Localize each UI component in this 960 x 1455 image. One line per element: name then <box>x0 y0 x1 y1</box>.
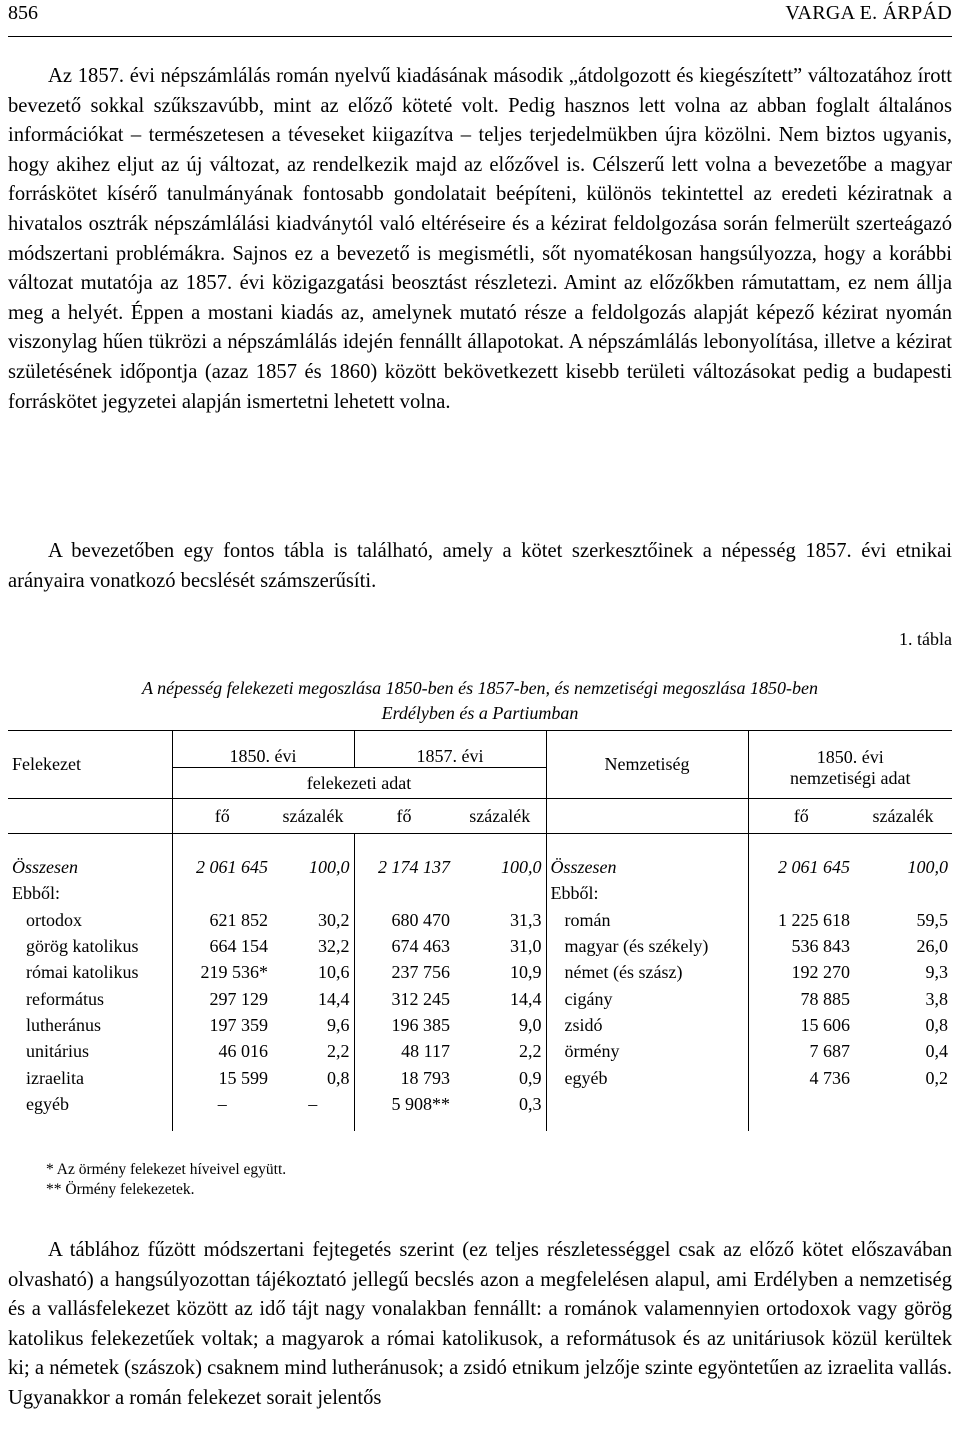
table-row: római katolikus 219 536* 10,6 237 756 10,9 német (és szász) 192 270 9,3 <box>8 959 952 985</box>
cell-total-np: 100,0 <box>907 857 948 878</box>
col-szazalek: százalék <box>454 799 546 834</box>
body-paragraph-2: A bevezetőben egy fontos tábla is található, amely a kötet szerkesztőinek a népesség 1857. évi etnikai arányaira vonatkozó becslését számszerűsíti. <box>8 540 952 592</box>
running-header <box>8 2 952 28</box>
table-row: ortodox 621 852 30,2 680 470 31,3 román 1 225 618 59,5 <box>8 907 952 933</box>
col-fo: fő <box>172 799 272 834</box>
footnote-1: * Az örmény felekezet híveivel együtt. <box>46 1161 287 1178</box>
cell-total-f1850: 2 061 645 <box>196 857 268 878</box>
table-row-ebbol <box>8 880 952 906</box>
table-row-total <box>8 854 952 880</box>
running-author: VARGA E. ÁRPÁD <box>785 2 952 24</box>
body-paragraph-3: A táblához fűzött módszertani fejtegetés szerint (ez teljes részletességgel csak az előző kötet előszavában olvasható) a hangsúlyozottan tájékoztató jellegű becslés azon a megfelelésen alapul, ami Erdélyben a nemzetiség és a vallásfelekezet között az idő tájt nagy vonalakban fennállt: a románok valamennyien ortodoxok vagy görög katolikus felekezetűek voltak; a magyarok a római katolikusok, a reformátusok és az unitáriusok közül kerültek ki; a németek (szászok) csaknem mind lutheránusok; a zsidó etnikum jelzője szinte egyöntetűen az izraelita vallás. Ugyanakkor a román felekezet sorait jelentős <box>8 1239 952 1409</box>
cell-total-p1857: 100,0 <box>501 857 542 878</box>
table-caption-line-2: Erdélyben és a Partiumban <box>381 703 579 723</box>
col-felekezet: Felekezet <box>8 731 172 799</box>
table-caption <box>60 676 900 726</box>
table-row: református 297 129 14,4 312 245 14,4 cigány 78 885 3,8 <box>8 985 952 1011</box>
col-nemzetisegi-adat: nemzetiségi adat <box>748 768 952 799</box>
col-n1850: 1850. évi <box>748 731 952 768</box>
body-paragraph-1: Az 1857. évi népszámlálás román nyelvű kiadásának második „átdolgozott és kiegészített” változatához írott bevezető sokkal szűkszavúbb, mint az előző köteté volt. Pedig hasznos lett volna az abban foglalt általános információkat – természetesen a téveseket kiigazítva – teljes terjedelmükben újra közölni. Nem biztos ugyanis, hogy akihez eljut az új változat, az rendelkezik majd az előzővel is. Célszerű lett volna a bevezetőbe a magyar forráskötet kísérő tanulmányának fontosabb gondolatait beépíteni, különös tekintettel az eredeti kéziratnak a hivatalos osztrák népszámlálási kiadványtól való eltéréseire és a kézirat feldolgozása során felmerült szerteágazó módszertani problémákra. Sajnos ez a bevezető is megismétli, sőt nyomatékosan hangsúlyozza, hogy a korábbi változat mutatója az 1857. évi közigazgatási beosztást részletezi. Amint az előzőkben rámutattam, ez nem állja meg a helyét. Éppen a mostani kiadás az, amelynek mutató része a feldolgozás alapját képező kézirat nyomán viszonylag hűen tükrözi a népszámlálás idején fennállt állapotokat. A népszámlálás lebonyolítása, illetve a kézirat születésének időpontja (azaz 1857 és 1860) között bekövetkezett kisebb területi változásokat pedig a budapesti forráskötet jegyzetei alapján ismertetni lehetett volna. <box>8 65 952 413</box>
cell-ebbol-right: Ebből: <box>546 880 748 906</box>
cell-total-label: Összesen <box>8 854 172 880</box>
table-row: görög katolikus 664 154 32,2 674 463 31,0 magyar (és székely) 536 843 26,0 <box>8 933 952 959</box>
table-number: 1. tábla <box>899 629 952 649</box>
col-szazalek: százalék <box>272 799 354 834</box>
col-fo: fő <box>748 799 854 834</box>
table-row: egyéb – – 5 908** 0,3 <box>8 1091 952 1117</box>
table-row: izraelita 15 599 0,8 18 793 0,9 egyéb 4 736 0,2 <box>8 1064 952 1090</box>
table-header-row-3 <box>8 799 952 834</box>
col-1857: 1857. évi <box>354 731 546 768</box>
page-number: 856 <box>8 2 38 24</box>
cell-total-right-label: Összesen <box>546 854 748 880</box>
table-row: unitárius 46 016 2,2 48 117 2,2 örmény 7 687 0,4 <box>8 1038 952 1064</box>
col-szazalek: százalék <box>854 799 952 834</box>
col-1850: 1850. évi <box>172 731 354 768</box>
col-nemzetiseg: Nemzetiség <box>546 731 748 799</box>
table-row: lutheránus 197 359 9,6 196 385 9,0 zsidó 15 606 0,8 <box>8 1012 952 1038</box>
table-header-row-1 <box>8 731 952 768</box>
cell-ebbol-left: Ebből: <box>8 880 172 906</box>
cell-total-p1850: 100,0 <box>309 857 350 878</box>
header-rule <box>8 36 952 37</box>
cell-total-nf: 2 061 645 <box>748 854 854 880</box>
col-felekezeti-adat: felekezeti adat <box>172 768 546 799</box>
cell-total-f1857: 2 174 137 <box>354 854 454 880</box>
table-caption-line-1: A népesség felekezeti megoszlása 1850-ben és 1857-ben, és nemzetiségi megoszlása 1850-ben <box>141 678 819 698</box>
footnote-2: ** Örmény felekezetek. <box>46 1181 195 1198</box>
col-fo: fő <box>354 799 454 834</box>
population-table <box>8 730 952 1131</box>
